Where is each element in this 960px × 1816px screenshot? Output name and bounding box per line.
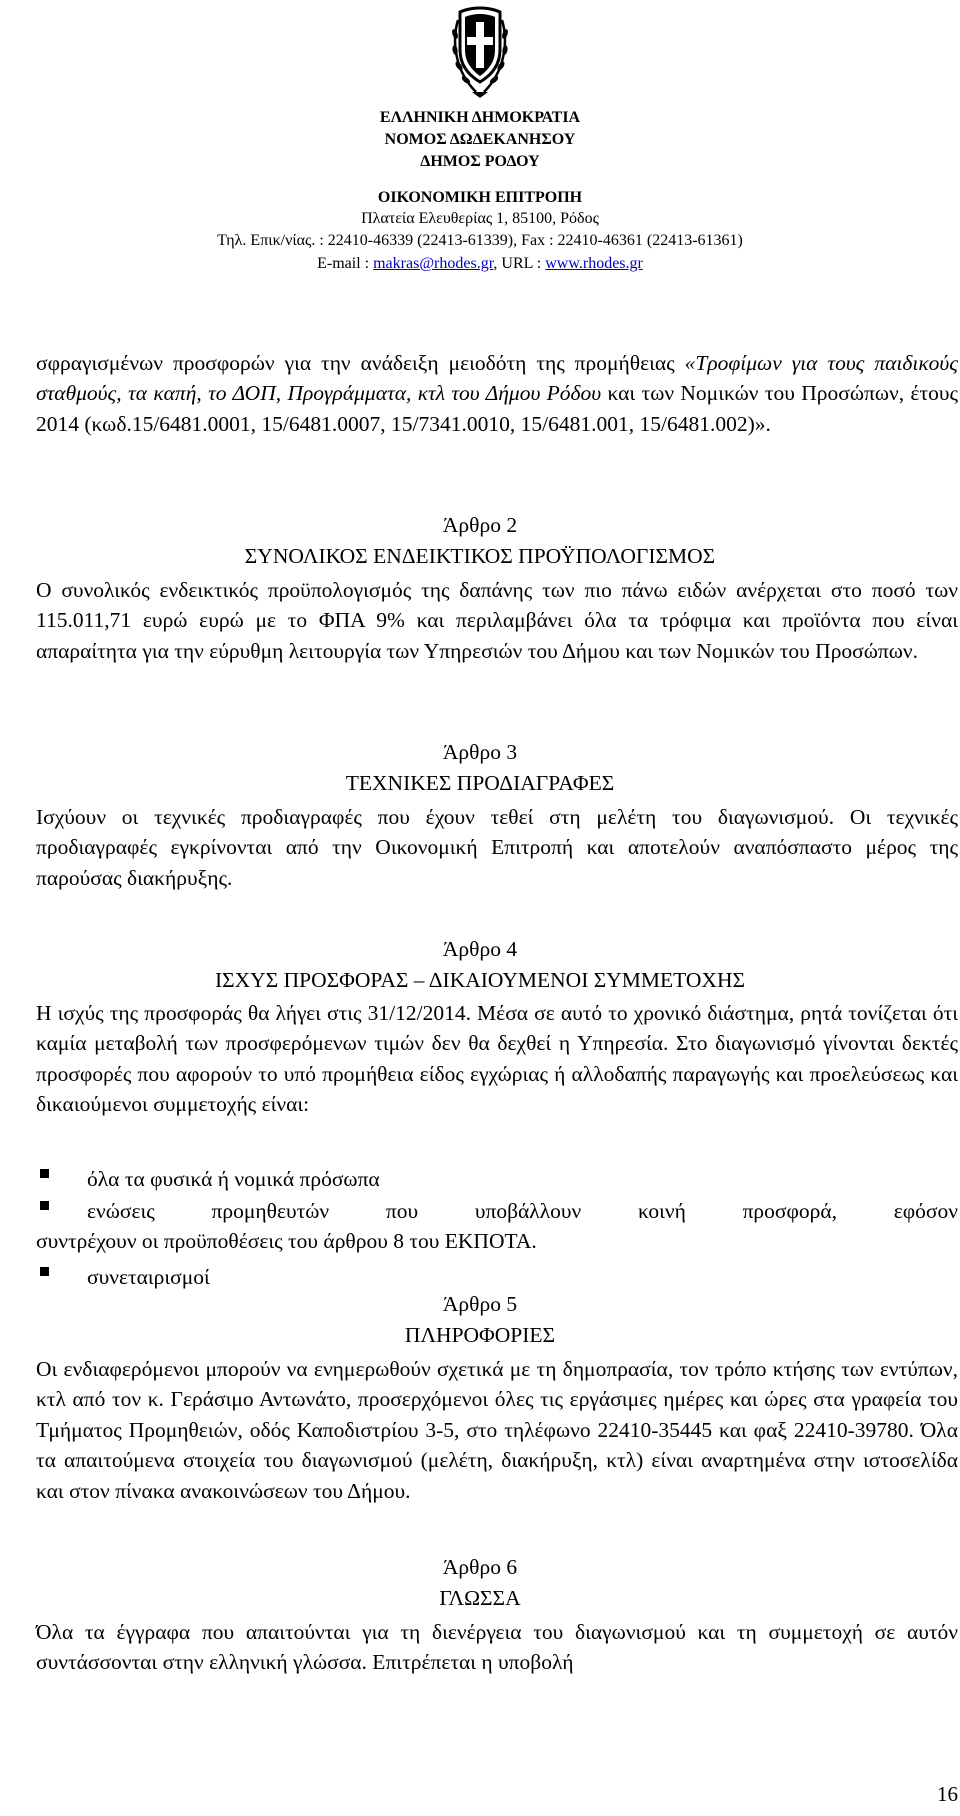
header-contact — [0, 253, 960, 275]
intro-paragraph — [36, 348, 958, 439]
bullet-item — [36, 1196, 958, 1256]
greek-coat-of-arms-icon — [450, 0, 510, 104]
square-bullet-icon — [40, 1267, 49, 1276]
article-5-number: Άρθρο 5 — [442, 1292, 518, 1316]
article-5-text: Οι ενδιαφερόμενοι μπορούν να ενημερωθούν σχετικά με τη δημοπρασία, τον τρόπο κτήσης των εντύπων, κτλ από τον κ. Γεράσιμο Αντωνάτο, προσερχόμενοι όλες τις εργάσιμες ημέρες και ώρες στα γραφεία του Τμήματος Προμηθειών, οδός Καποδιστρίου 3-5, στο τηλέφωνο 22410-35445 και φαξ 22410-39780. Όλα τα απαιτούμενα στοιχεία του διαγωνισμού (μελέτη, διακήρυξη, κτλ) είναι αναρτημένα στην ιστοσελίδα και στον πίνακα ανακοινώσεων του Δήμου. — [36, 1357, 958, 1503]
url-label: , URL : — [493, 255, 546, 272]
article-2-number: Άρθρο 2 — [442, 513, 518, 537]
intro-rest-text: και των Νομικών του Προσώπων, έτους 2014 (κωδ.15/6481.0001, 15/6481.0007, 15/7341.0010, 15/6481.001, 15/6481.002)». — [36, 381, 958, 436]
article-4-text: Η ισχύς της προσφοράς θα λήγει στις 31/12/2014. Μέσα σε αυτό το χρονικό διάστημα, ρητά τονίζεται ότι καμία μεταβολή των προσφερόμενων τιμών δεν θα δεχθεί η Υπηρεσία. Στο διαγωνισμό γίνονται δεκτές προσφορές που αφορούν το υπό προμήθεια είδος εγχώριας ή αλλοδαπής παραγωγής και προελεύσεως και δικαιούμενοι συμμετοχής είναι: — [36, 1001, 958, 1117]
bullet-text: συνεταιρισμοί — [87, 1265, 210, 1289]
article-6-title: ΓΛΩΣΣΑ — [439, 1586, 521, 1610]
square-bullet-icon — [40, 1201, 49, 1210]
bullet-text-continued: συντρέχουν οι προϋποθέσεις του άρθρου 8 του ΕΚΠΟΤΑ. — [36, 1229, 537, 1253]
intro-italic-text: «Τροφίμων για τους παιδικούς σταθμούς, τα καπή, το ΔΟΠ, Προγράμματα, κτλ του Δήμου Ρόδου — [36, 351, 958, 406]
article-3-title: ΤΕΧΝΙΚΕΣ ΠΡΟΔΙΑΓΡΑΦΕΣ — [345, 771, 615, 795]
bullet-text: ενώσεις προμηθευτών που υποβάλλουν κοινή προσφορά, εφόσον — [87, 1199, 958, 1223]
article-4-number: Άρθρο 4 — [442, 937, 518, 961]
article-6-number: Άρθρο 6 — [442, 1555, 518, 1579]
article-2-title: ΣΥΝΟΛΙΚΟΣ ΕΝΔΕΙΚΤΙΚΟΣ ΠΡΟΫΠΟΛΟΓΙΣΜΟΣ — [244, 544, 716, 568]
article-6-text: Όλα τα έγγραφα που απαιτούνται για τη διενέργεια του διαγωνισμού και τη συμμετοχή σε αυτόν συντάσσονται στην ελληνική γλώσσα. Επιτρέπεται η υποβολή — [36, 1620, 958, 1675]
header-municipality: ΔΗΜΟΣ ΡΟΔΟΥ — [420, 153, 540, 170]
bullet-text: όλα τα φυσικά ή νομικά πρόσωπα — [87, 1167, 380, 1191]
intro-text: σφραγισμένων προσφορών για την ανάδειξη μειοδότη της προμήθειας — [36, 351, 685, 375]
bullet-item — [36, 1262, 958, 1292]
bullet-item — [36, 1164, 958, 1194]
square-bullet-icon — [40, 1169, 49, 1178]
email-label: E-mail : — [317, 255, 374, 272]
url-link[interactable]: www.rhodes.gr — [545, 255, 643, 272]
header-country: ΕΛΛΗΝΙΚΗ ΔΗΜΟΚΡΑΤΙΑ — [379, 109, 581, 126]
article-3-number: Άρθρο 3 — [442, 740, 518, 764]
header-prefecture: ΝΟΜΟΣ ΔΩΔΕΚΑΝΗΣΟΥ — [384, 131, 576, 148]
header-committee: ΟΙΚΟΝΟΜΙΚΗ ΕΠΙΤΡΟΠΗ — [377, 189, 583, 206]
article-5-title: ΠΛΗΡΟΦΟΡΙΕΣ — [404, 1323, 556, 1347]
header-phone: Τηλ. Επικ/νίας. : 22410-46339 (22413-61339), Fax : 22410-46361 (22413-61361) — [217, 232, 743, 249]
email-link[interactable]: makras@rhodes.gr — [373, 255, 494, 272]
article-3-text: Ισχύουν οι τεχνικές προδιαγραφές που έχουν τεθεί στη μελέτη του διαγωνισμού. Οι τεχνικές προδιαγραφές εγκρίνονται από την Οικονομική Επιτροπή και αποτελούν αναπόσπαστο μέρος της παρούσας διακήρυξης. — [36, 805, 958, 890]
header-address: Πλατεία Ελευθερίας 1, 85100, Ρόδος — [361, 210, 599, 227]
page-number: 16 — [937, 1782, 958, 1806]
article-4-title: ΙΣΧΥΣ ΠΡΟΣΦΟΡΑΣ – ΔΙΚΑΙΟΥΜΕΝΟΙ ΣΥΜΜΕΤΟΧΗΣ — [214, 968, 745, 992]
article-2-text: Ο συνολικός ενδεικτικός προϋπολογισμός της δαπάνης των πιο πάνω ειδών ανέρχεται στο ποσό των 115.011,71 ευρώ ευρώ με το ΦΠΑ 9% και περιλαμβάνει όλα τα τρόφιμα και προϊόντα που είναι απαραίτητα για την εύρυθμη λειτουργία των Υπηρεσιών του Δήμου και των Νομικών του Προσώπων. — [36, 578, 958, 663]
